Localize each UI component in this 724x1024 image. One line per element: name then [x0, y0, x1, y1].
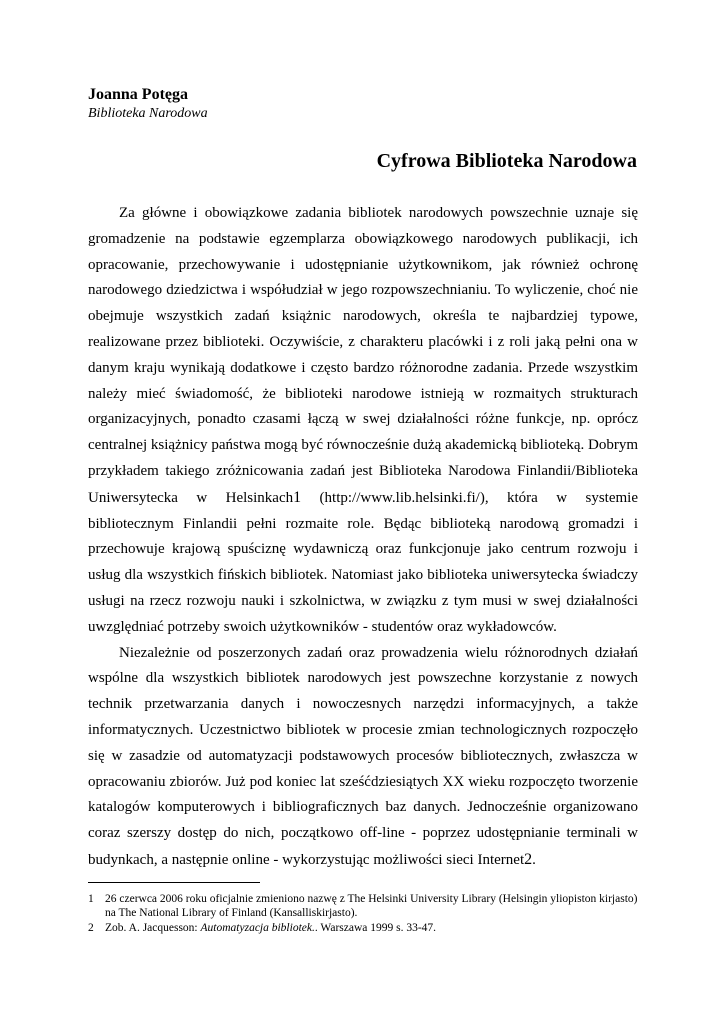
article-title: Cyfrowa Biblioteka Narodowa: [376, 150, 637, 172]
footnote-number: 1: [88, 893, 94, 905]
author-name: Joanna Potęga: [88, 86, 188, 103]
paragraph-1: [88, 201, 638, 641]
author-affiliation: Biblioteka Narodowa: [88, 106, 208, 121]
footnote-text-before: Zob. A. Jacquesson:: [105, 922, 201, 934]
footnote-2: [88, 921, 644, 935]
paragraph-1-text: Za główne i obowiązkowe zadania bibliotek narodowych powszechnie uznaje się gromadzenie na podstawie egzemplarza obowiązkowego narodowych publikacji, ich opracowanie, przechowywanie i udostępnianie użytkownikom, jak również ochronę narodowego dziedzictwa i współudział w jego rozpowszechnianiu. To wyliczenie, choć nie obejmuje wszystkich zadań książnic narodowych, określa te najbardziej typowe, realizowane przez biblioteki. Oczywiście, z charakteru placówki i z roli jaką pełni ona w danym kraju wynikają dodatkowe i często bardzo różnorodne zadania. Przede wszystkim należy mieć świadomość, że biblioteki narodowe istnieją w rozmaitych strukturach organizacyjnych, ponadto czasami łączą w swej działalności różne funkcje, np. oprócz centralnej książnicy państwa mogą być równocześnie dużą akademicką biblioteką. Dobrym przykładem takiego zróżnicowania zadań jest Biblioteka Narodowa Finlandii/Biblioteka Uniwersytecka w Helsinkach: [88, 205, 638, 506]
article-body: [88, 201, 638, 874]
paragraph-2-text-end: .: [532, 851, 536, 868]
footnote-number: 2: [88, 922, 94, 934]
paragraph-2: [88, 641, 638, 874]
paragraph-1-text-continued: (http://www.lib.helsinki.fi/), która w systemie bibliotecznym Finlandii pełni rozmaite role. Będąc biblioteką narodową gromadzi i przechowuje krajową spuściznę wydawniczą oraz funkcjonuje jako centrum rozwoju i usług dla wszystkich fińskich bibliotek. Natomiast jako biblioteka uniwersytecka świadczy usługi na rzecz rozwoju nauki i szkolnictwa, w związku z tym musi w swej działalności uwzględniać potrzeby swoich użytkowników - studentów oraz wykładowców.: [88, 489, 638, 635]
footnote-book-title: Automatyzacja bibliotek.: [200, 922, 315, 934]
footnotes: [88, 892, 644, 936]
footnote-text-after: . Warszawa 1999 s. 33-47.: [314, 922, 437, 934]
footnote-ref-1: 1: [293, 488, 302, 506]
paragraph-2-text: Niezależnie od poszerzonych zadań oraz prowadzenia wielu różnorodnych działań wspólne dla wszystkich bibliotek narodowych jest powszechne korzystanie z nowych technik przetwarzania danych i nowoczesnych narzędzi informacyjnych, a także informatycznych. Uczestnictwo bibliotek w procesie zmian technologicznych rozpoczęło się w zasadzie od automatyzacji podstawowych procesów bibliotecznych, zwłaszcza w opracowaniu zbiorów. Już pod koniec lat sześćdziesiątych XX wieku rozpoczęto tworzenie katalogów komputerowych i bibliograficznych baz danych. Jednocześnie organizowano coraz szerszy dostęp do nich, początkowo off-line - poprzez udostępnianie terminali w budynkach, a następnie online - wykorzystując możliwości sieci Internet: [88, 644, 638, 868]
footnote-text: 26 czerwca 2006 roku oficjalnie zmieniono nazwę z The Helsinki University Library (Helsingin yliopiston kirjasto) na The National Library of Finland (Kansalliskirjasto).: [105, 893, 638, 919]
footnote-ref-2: 2: [524, 850, 533, 868]
footnote-separator: [88, 882, 260, 883]
footnote-text: [105, 922, 436, 934]
footnote-1: [88, 892, 644, 920]
